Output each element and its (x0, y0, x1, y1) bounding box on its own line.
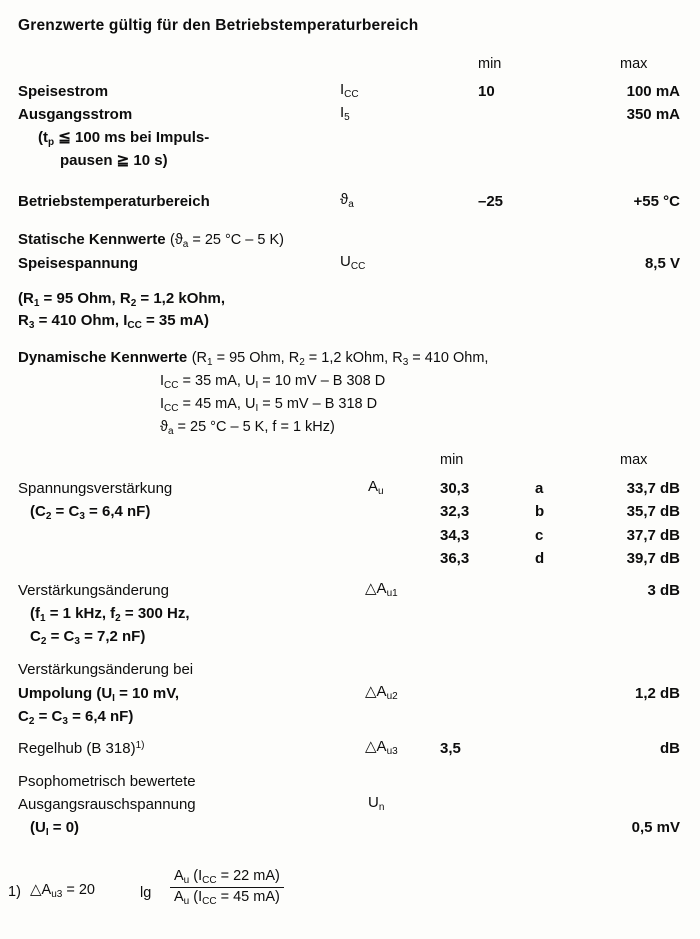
footnote-marker: 1) (8, 884, 21, 900)
symbol-i5: $I_5$ (340, 104, 350, 123)
value-min-regelhub: 3,5 (440, 740, 461, 757)
noise-label-line-1: Psophometrisch bewertete (18, 773, 196, 790)
gain-row-min-c: 34,3 (440, 527, 470, 544)
symbol-icc: $I_{CC}$ (340, 81, 359, 100)
gain-row-grade-a: a (535, 480, 544, 497)
column-header-min: min (478, 56, 502, 72)
footnote-fraction (170, 868, 284, 907)
value-max-speisespannung: 8,5 V (644, 255, 680, 272)
polarity-label-line-1: Verstärkungsänderung bei (18, 661, 194, 678)
row-label-betriebstemperaturbereich: Betriebstemperaturbereich (18, 193, 210, 210)
column-header-max: max (620, 56, 648, 72)
value-min-temperature: –25 (478, 193, 504, 210)
symbol-delta-au1: $\triangle A_{u1}$ (365, 580, 398, 599)
dynamic-condition-line-3: $I_{CC} = 45$ mA, $U_I = 5$ mV – B 318 D (160, 396, 378, 414)
row-label-spannungsverstaerkung: Spannungsverstärkung (18, 480, 173, 497)
dynamic-condition-line-4: $ϑ_a = 25$ °C – 5 K, f = 1 kHz) (160, 419, 335, 437)
gain-row-max-b: 35,7 dB (626, 503, 680, 520)
gain-row-max-c: 37,7 dB (626, 527, 680, 544)
row-label-speisestrom: Speisestrom (18, 83, 109, 100)
footnote-numerator: $A_u$ ($I_{CC} = 22$ mA) (170, 868, 284, 888)
value-max-rauschspannung: 0,5 mV (631, 819, 680, 836)
value-min-speisestrom: 10 (478, 83, 495, 100)
symbol-theta-a: $ϑ_a$ (340, 191, 354, 210)
row-label-speisespannung: Speisespannung (18, 255, 139, 272)
row-label-verstaerkungsaenderung: Verstärkungsänderung (18, 582, 169, 599)
gain-row-grade-c: c (535, 527, 544, 544)
value-max-regelhub: dB (660, 740, 680, 757)
polarity-label-line-3: $C_2 = C_3 = 6,4$ nF) (18, 708, 134, 727)
section-heading-statische-kennwerte: Statische Kennwerte ($ϑ_a = 25$ °C – 5 K) (18, 231, 284, 250)
symbol-ucc: $U_{CC}$ (340, 253, 366, 272)
gain-row-min-d: 36,3 (440, 550, 470, 567)
row-label-regelhub: Regelhub (B 318)$^{1)}$ (18, 740, 145, 757)
section-heading-dynamische-kennwerte: Dynamische Kennwerte ($R_1 = 95$ Ohm, $R_2 = 1,2$ kOhm, $R_3 = 410$ Ohm, (18, 349, 489, 368)
footnote-denominator: $A_u$ ($I_{CC} = 45$ mA) (174, 889, 280, 907)
gain-row-min-b: 32,3 (440, 503, 470, 520)
polarity-label-line-2: Umpolung ($U_I = 10$ mV, (18, 685, 180, 704)
gain-row-max-a: 33,7 dB (626, 480, 680, 497)
gain-condition: ($C_2 = C_3 = 6,4$ nF) (30, 503, 151, 522)
noise-label-line-3: $(U_I = 0)$ (30, 819, 80, 838)
dynamic-condition-line-2: $I_{CC} = 35$ mA, $U_I = 10$ mV – B 308 D (160, 373, 386, 391)
value-max-temperature: +55 °C (633, 193, 680, 210)
static-condition-line-1: ($R_1 = 95$ Ohm, $R_2 = 1,2$ kOhm, (18, 290, 226, 309)
symbol-un: $U_n$ (368, 794, 385, 813)
row-label-ausgangsstrom: Ausgangsstrom (18, 106, 133, 123)
value-max-umpolung: 1,2 dB (634, 685, 680, 702)
value-max-ausgangsstrom: 350 mA (626, 106, 680, 123)
value-max-verstaerkungsaenderung: 3 dB (647, 582, 680, 599)
symbol-delta-au2: $\triangle A_{u2}$ (365, 683, 398, 702)
gain-change-condition-line-2: $C_2 = C_3 = 7,2$ nF) (30, 628, 146, 647)
static-condition-line-2: $R_3 = 410$ Ohm, $I_{CC} = 35$ mA) (18, 312, 209, 331)
gain-row-grade-b: b (535, 503, 545, 520)
noise-label-line-2: Ausgangsrauschspannung (18, 796, 196, 813)
footnote-expression: $\triangle A_{u3} = 20$ (30, 881, 95, 900)
dynamic-column-header-min: min (440, 452, 464, 468)
footnote-lg: lg (140, 885, 152, 901)
row-condition-pausen: pausen ≧ 10 s) (60, 152, 168, 169)
gain-row-min-a: 30,3 (440, 480, 470, 497)
row-condition-tp: ($t_p$ ≦ 100 ms bei Impuls- (38, 129, 210, 148)
page-title: Grenzwerte gültig für den Betriebstemperaturbereich (18, 17, 419, 34)
value-max-speisestrom: 100 mA (626, 83, 680, 100)
symbol-delta-au3: $\triangle A_{u3}$ (365, 738, 398, 757)
gain-row-grade-d: d (535, 550, 545, 567)
dynamic-column-header-max: max (620, 452, 648, 468)
symbol-au: $A_u$ (368, 478, 384, 497)
gain-change-condition-line-1: ($f_1 = 1$ kHz, $f_2 = 300$ Hz, (30, 605, 190, 624)
gain-row-max-d: 39,7 dB (626, 550, 680, 567)
